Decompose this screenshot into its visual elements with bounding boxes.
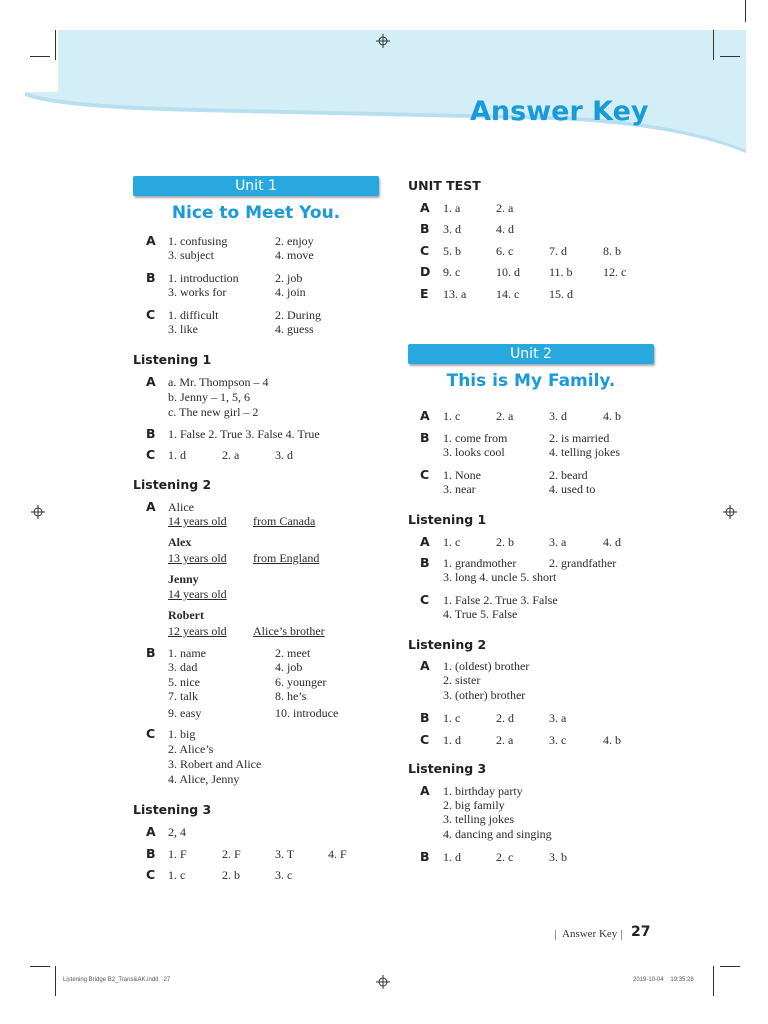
unit2-title: This is My Family. <box>446 371 616 391</box>
answer-item: 4. dancing and singing <box>443 827 552 841</box>
person-detail: from England <box>253 551 320 565</box>
answer-item: 1. False 2. True 3. False 4. True <box>168 427 320 441</box>
answer-item: 2. is married <box>549 431 610 445</box>
unit2-bar: Unit 2 <box>408 344 654 364</box>
answer-item: c. The new girl – 2 <box>168 405 259 419</box>
section-label: B <box>146 846 156 861</box>
answer-item: 4. move <box>275 248 314 262</box>
answer-item: 1. a <box>443 201 461 215</box>
answer-item: 3. d <box>443 222 461 236</box>
listening-heading: Listening 1 <box>408 512 487 527</box>
footer-divider <box>555 930 556 940</box>
registration-mark-icon <box>376 975 390 989</box>
crop-mark <box>720 56 740 57</box>
answer-item: 4. Alice, Jenny <box>168 772 240 786</box>
answer-item: 1. confusing <box>168 234 228 248</box>
section-label: B <box>146 426 156 441</box>
section-label: C <box>420 243 430 258</box>
section-label: C <box>146 307 156 322</box>
answer-item: 4. F <box>328 847 347 861</box>
answer-item: 14. c <box>496 287 520 301</box>
answer-item: 9. easy <box>168 706 202 720</box>
section-label: B <box>420 555 430 570</box>
answer-item: 2. sister <box>443 673 481 687</box>
answer-item: 7. talk <box>168 689 198 703</box>
answer-item: 10. d <box>496 265 520 279</box>
answer-item: a. Mr. Thompson – 4 <box>168 375 269 389</box>
answer-item: 12. c <box>603 265 627 279</box>
section-label: C <box>146 447 156 462</box>
answer-item: 1. name <box>168 646 206 660</box>
answer-item: 3. telling jokes <box>443 812 514 826</box>
answer-item: 2. job <box>275 271 303 285</box>
person-age: 13 years old <box>168 551 227 565</box>
unit1-title: Nice to Meet You. <box>171 203 341 223</box>
answer-item: 4. b <box>603 409 621 423</box>
answer-item: 2. meet <box>275 646 311 660</box>
answer-item: 3. c <box>549 733 567 747</box>
registration-mark-icon <box>31 505 45 519</box>
section-label: A <box>420 408 430 423</box>
answer-item: 3. a <box>549 535 567 549</box>
answer-item: 3. works for <box>168 285 227 299</box>
answer-item: 3. near <box>443 482 476 496</box>
section-label: A <box>146 374 156 389</box>
answer-item: 1. False 2. True 3. False <box>443 593 558 607</box>
section-label: E <box>420 286 429 301</box>
answer-item: 4. telling jokes <box>549 445 620 459</box>
crop-mark <box>720 966 740 967</box>
section-label: C <box>420 592 430 607</box>
answer-item: 2. Alice’s <box>168 742 214 756</box>
answer-item: b. Jenny – 1, 5, 6 <box>168 390 250 404</box>
section-label: A <box>146 824 156 839</box>
unit1-bar: Unit 1 <box>133 176 379 196</box>
answer-item: 2. beard <box>549 468 588 482</box>
answer-item: 4. guess <box>275 322 314 336</box>
answer-item: 2. c <box>496 850 514 864</box>
answer-item: 3. looks cool <box>443 445 505 459</box>
answer-item: 1. c <box>443 409 461 423</box>
answer-item: 4. True 5. False <box>443 607 518 621</box>
answer-item: 5. b <box>443 244 461 258</box>
crop-mark <box>30 56 50 57</box>
answer-item: 2. a <box>496 201 514 215</box>
section-label: B <box>420 221 430 236</box>
person-name: Robert <box>168 608 204 622</box>
section-label: C <box>146 726 156 741</box>
answer-item: 10. introduce <box>275 706 339 720</box>
answer-item: 4. d <box>496 222 514 236</box>
answer-item: 4. d <box>603 535 621 549</box>
footer-label: Answer Key <box>562 928 618 940</box>
crop-mark <box>713 966 714 996</box>
answer-item: 1. c <box>443 711 461 725</box>
person-detail: from Canada <box>253 514 316 528</box>
listening-heading: Listening 3 <box>133 802 212 817</box>
answer-item: 2. grandfather <box>549 556 617 570</box>
crop-mark <box>745 0 746 22</box>
section-label: C <box>146 867 156 882</box>
answer-item: 1. None <box>443 468 481 482</box>
crop-mark <box>55 966 56 996</box>
answer-item: 4. used to <box>549 482 596 496</box>
answer-item: 1. come from <box>443 431 508 445</box>
answer-item: 3. long 4. uncle 5. short <box>443 570 557 584</box>
answer-item: 1. birthday party <box>443 784 523 798</box>
person-age: 12 years old <box>168 624 227 638</box>
answer-item: 3. d <box>549 409 567 423</box>
answer-item: 9. c <box>443 265 461 279</box>
answer-item: 1. big <box>168 727 196 741</box>
answer-item: 2. enjoy <box>275 234 314 248</box>
answer-item: 15. d <box>549 287 573 301</box>
answer-item: 3. d <box>275 448 293 462</box>
footer-divider <box>621 930 622 940</box>
section-label: A <box>420 200 430 215</box>
section-label: B <box>420 710 430 725</box>
answer-item: 2. b <box>222 868 240 882</box>
person-name: Alice <box>168 500 194 514</box>
listening-heading: Listening 1 <box>133 352 212 367</box>
answer-item: 3. c <box>275 868 293 882</box>
file-info: Listening Bridge B2_Trans&AK.indd 27 <box>63 977 171 983</box>
answer-item: 1. (oldest) brother <box>443 659 530 673</box>
answer-item: 3. dad <box>168 660 198 674</box>
answer-item: 5. nice <box>168 675 200 689</box>
answer-item: 2, 4 <box>168 825 186 839</box>
person-name: Jenny <box>168 572 199 586</box>
header-banner <box>0 0 768 160</box>
person-detail: Alice’s brother <box>253 624 325 638</box>
answer-item: 1. introduction <box>168 271 239 285</box>
section-label: C <box>420 467 430 482</box>
answer-item: 1. c <box>443 535 461 549</box>
section-label: A <box>146 233 156 248</box>
section-label: C <box>420 732 430 747</box>
answer-item: 2. a <box>222 448 240 462</box>
answer-item: 3. Robert and Alice <box>168 757 262 771</box>
person-name: Alex <box>168 535 192 549</box>
person-age: 14 years old <box>168 514 227 528</box>
answer-item: 8. b <box>603 244 621 258</box>
section-label: A <box>420 783 430 798</box>
answer-item: 6. younger <box>275 675 327 689</box>
timestamp: 2019-10-04 19:35:28 <box>633 977 694 983</box>
listening-heading: Listening 2 <box>133 477 212 492</box>
answer-item: 2. big family <box>443 798 505 812</box>
answer-item: 3. T <box>275 847 295 861</box>
answer-item: 1. grandmother <box>443 556 517 570</box>
page-number: 27 <box>631 924 651 940</box>
unit-test-heading: UNIT TEST <box>408 178 481 193</box>
section-label: A <box>420 534 430 549</box>
answer-item: 2. a <box>496 733 514 747</box>
registration-mark-icon <box>376 34 390 48</box>
answer-item: 2. b <box>496 535 514 549</box>
answer-item: 4. join <box>275 285 306 299</box>
answer-item: 2. During <box>275 308 321 322</box>
answer-item: 1. d <box>443 733 461 747</box>
answer-item: 2. F <box>222 847 241 861</box>
answer-item: 3. (other) brother <box>443 688 526 702</box>
page-title: Answer Key <box>470 96 649 127</box>
answer-item: 1. c <box>168 868 186 882</box>
answer-item: 1. F <box>168 847 187 861</box>
answer-item: 6. c <box>496 244 514 258</box>
answer-item: 4. b <box>603 733 621 747</box>
person-age: 14 years old <box>168 587 227 601</box>
crop-mark <box>713 30 714 60</box>
section-label: D <box>420 264 431 279</box>
section-label: B <box>420 849 430 864</box>
section-label: A <box>146 499 156 514</box>
section-label: B <box>420 430 430 445</box>
answer-item: 1. d <box>168 448 186 462</box>
answer-item: 2. d <box>496 711 514 725</box>
registration-mark-icon <box>723 505 737 519</box>
section-label: B <box>146 270 156 285</box>
answer-item: 3. like <box>168 322 198 336</box>
listening-heading: Listening 2 <box>408 637 487 652</box>
section-label: B <box>146 645 156 660</box>
section-label: A <box>420 658 430 673</box>
answer-item: 2. a <box>496 409 514 423</box>
answer-item: 1. difficult <box>168 308 219 322</box>
crop-mark <box>55 30 56 60</box>
answer-item: 13. a <box>443 287 467 301</box>
crop-mark <box>30 966 50 967</box>
answer-item: 3. subject <box>168 248 214 262</box>
answer-item: 1. d <box>443 850 461 864</box>
answer-item: 3. b <box>549 850 567 864</box>
answer-item: 4. job <box>275 660 303 674</box>
answer-item: 3. a <box>549 711 567 725</box>
answer-item: 11. b <box>549 265 573 279</box>
listening-heading: Listening 3 <box>408 761 487 776</box>
answer-item: 7. d <box>549 244 567 258</box>
answer-item: 8. he’s <box>275 689 307 703</box>
